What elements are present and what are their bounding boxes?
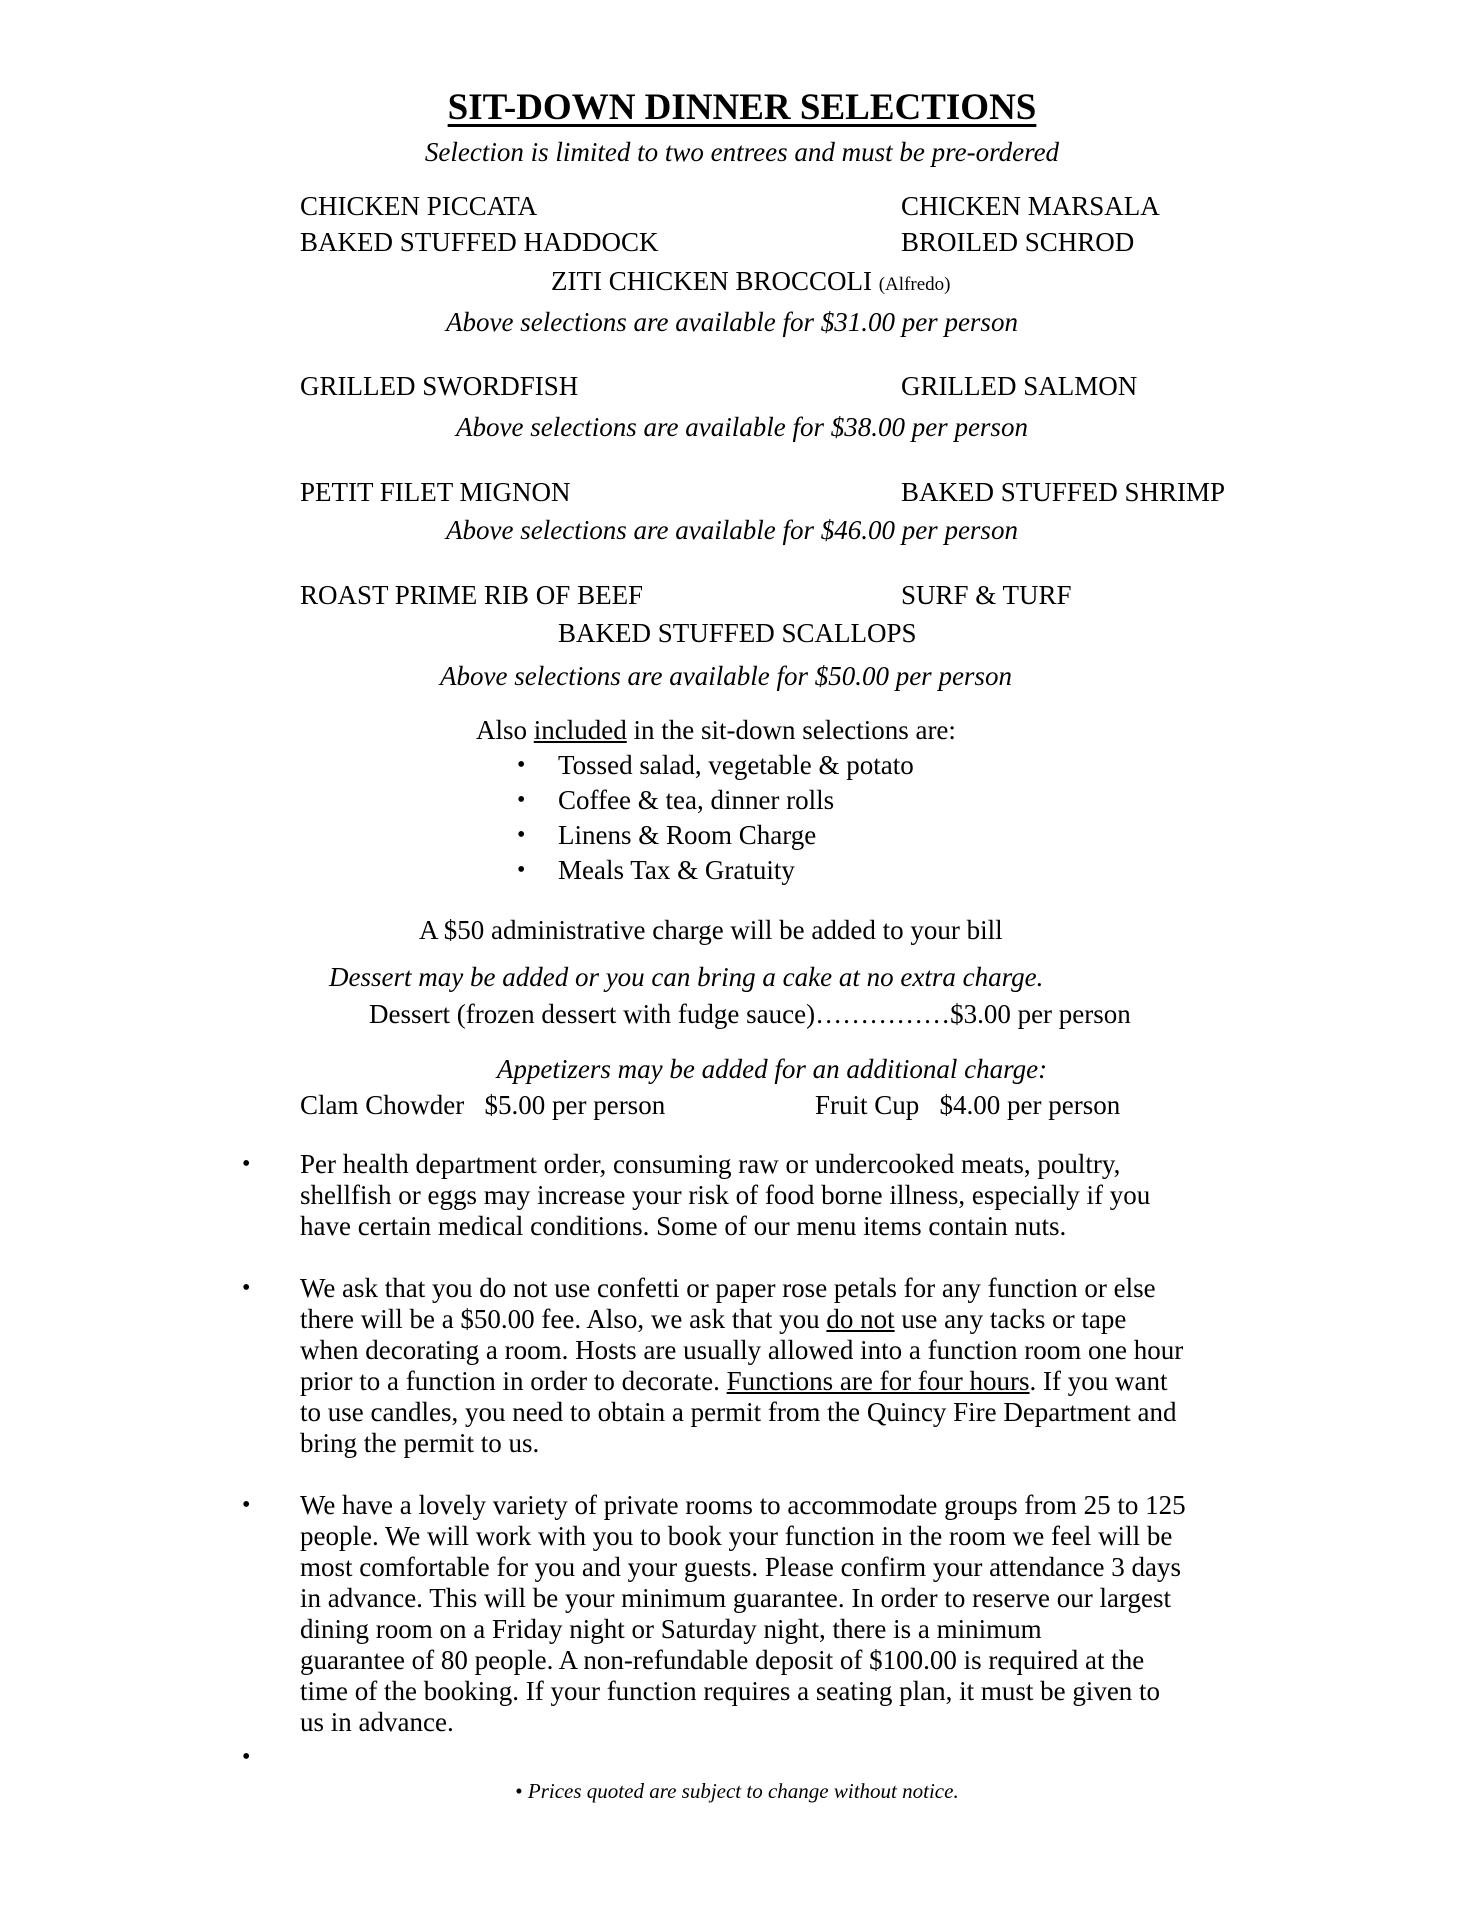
footer-text: Prices quoted are subject to change without notice. xyxy=(527,1779,959,1803)
price-note-50: Above selections are available for $50.00 per person xyxy=(440,661,1012,691)
entree-grilled-salmon: GRILLED SALMON xyxy=(901,371,1138,401)
text: prior to a function in order to decorate. xyxy=(300,1366,727,1396)
bullet-icon: • xyxy=(515,1779,528,1803)
entree-surf-and-turf: SURF & TURF xyxy=(901,580,1072,610)
policy-line: time of the booking. If your function requires a seating plan, it must be given to xyxy=(300,1676,1161,1706)
included-item: Meals Tax & Gratuity xyxy=(558,855,795,885)
entree-baked-stuffed-haddock: BAKED STUFFED HADDOCK xyxy=(300,227,659,257)
appetizer-fruit-cup xyxy=(815,1090,1120,1121)
bullet-icon: • xyxy=(242,1744,251,1770)
appetizers-note: Appetizers may be added for an additional charge: xyxy=(496,1054,1048,1084)
policy-line: bring the permit to us. xyxy=(300,1428,540,1458)
policy-line: in advance. This will be your minimum guarantee. In order to reserve our largest xyxy=(300,1583,1171,1613)
policy-line: We ask that you do not use confetti or paper rose petals for any function or else xyxy=(300,1273,1156,1303)
entree-petit-filet-mignon: PETIT FILET MIGNON xyxy=(300,477,571,507)
bullet-icon: • xyxy=(242,1492,251,1518)
price-note-31: Above selections are available for $31.00 per person xyxy=(446,307,1018,337)
price-note-38: Above selections are available for $38.00 per person xyxy=(456,412,1028,442)
dessert-note: Dessert may be added or you can bring a cake at no extra charge. xyxy=(329,962,1044,992)
admin-charge: A $50 administrative charge will be added to your bill xyxy=(419,915,1003,945)
included-item: Coffee & tea, dinner rolls xyxy=(558,785,835,815)
bullet-icon: • xyxy=(242,1275,251,1301)
entree-name: ZITI CHICKEN BROCCOLI xyxy=(551,266,872,296)
entree-broiled-schrod: BROILED SCHROD xyxy=(901,227,1135,257)
text: use any tacks or tape xyxy=(894,1304,1127,1334)
text: there will be a $50.00 fee. Also, we ask that you xyxy=(300,1304,827,1334)
text: . If you want xyxy=(1029,1366,1168,1396)
appetizer-name: Clam Chowder xyxy=(300,1090,465,1120)
bullet-icon: • xyxy=(517,787,526,813)
entree-note: (Alfredo) xyxy=(878,274,951,295)
entree-chicken-piccata: CHICKEN PICCATA xyxy=(300,191,538,221)
bullet-icon: • xyxy=(517,752,526,778)
entree-baked-stuffed-scallops: BAKED STUFFED SCALLOPS xyxy=(558,618,917,648)
dessert-line: Dessert (frozen dessert with fudge sauce)……………$3.00 per person xyxy=(369,999,1131,1029)
policy-line: when decorating a room. Hosts are usually allowed into a function room one hour xyxy=(300,1335,1184,1365)
subtitle: Selection is limited to two entrees and must be pre-ordered xyxy=(424,137,1060,167)
policy-line: dining room on a Friday night or Saturday night, there is a minimum xyxy=(300,1614,1042,1644)
policy-line: people. We will work with you to book your function in the room we feel will be xyxy=(300,1521,1173,1551)
bullet-icon: • xyxy=(517,857,526,883)
appetizer-price: $5.00 per person xyxy=(484,1090,666,1120)
entree-baked-stuffed-shrimp: BAKED STUFFED SHRIMP xyxy=(901,477,1226,507)
underlined-text: Functions are for four hours xyxy=(726,1366,1030,1396)
appetizer-name: Fruit Cup xyxy=(815,1090,920,1120)
policy-line: Per health department order, consuming raw or undercooked meats, poultry, xyxy=(300,1149,1121,1179)
intro-post: in the sit-down selections are: xyxy=(626,715,956,745)
included-item: Linens & Room Charge xyxy=(558,820,817,850)
appetizer-price: $4.00 per person xyxy=(939,1090,1121,1120)
policy-line xyxy=(300,1366,1168,1397)
entree-grilled-swordfish: GRILLED SWORDFISH xyxy=(300,371,579,401)
policy-line: us in advance. xyxy=(300,1707,454,1737)
price-note-46: Above selections are available for $46.00 per person xyxy=(446,515,1018,545)
underlined-text: do not xyxy=(826,1304,895,1334)
appetizer-clam-chowder xyxy=(300,1090,665,1121)
intro-underlined: included xyxy=(533,715,627,745)
included-item: Tossed salad, vegetable & potato xyxy=(558,750,914,780)
bullet-icon: • xyxy=(242,1151,251,1177)
policy-line: guarantee of 80 people. A non-refundable deposit of $100.00 is required at the xyxy=(300,1645,1145,1675)
page-title: SIT-DOWN DINNER SELECTIONS xyxy=(447,87,1037,128)
policy-line xyxy=(300,1304,1126,1335)
policy-line: shellfish or eggs may increase your risk of food borne illness, especially if you xyxy=(300,1180,1151,1210)
included-intro xyxy=(476,715,956,746)
footer-note xyxy=(0,1776,1484,1807)
policy-line: have certain medical conditions. Some of our menu items contain nuts. xyxy=(300,1211,1067,1241)
policy-line: to use candles, you need to obtain a permit from the Quincy Fire Department and xyxy=(300,1397,1177,1427)
policy-line: We have a lovely variety of private rooms to accommodate groups from 25 to 125 xyxy=(300,1490,1186,1520)
intro-pre: Also xyxy=(476,715,534,745)
entree-ziti-chicken-broccoli xyxy=(551,266,950,300)
policy-line: most comfortable for you and your guests. Please confirm your attendance 3 days xyxy=(300,1552,1182,1582)
bullet-icon: • xyxy=(517,822,526,848)
entree-chicken-marsala: CHICKEN MARSALA xyxy=(901,191,1160,221)
entree-roast-prime-rib: ROAST PRIME RIB OF BEEF xyxy=(300,580,644,610)
